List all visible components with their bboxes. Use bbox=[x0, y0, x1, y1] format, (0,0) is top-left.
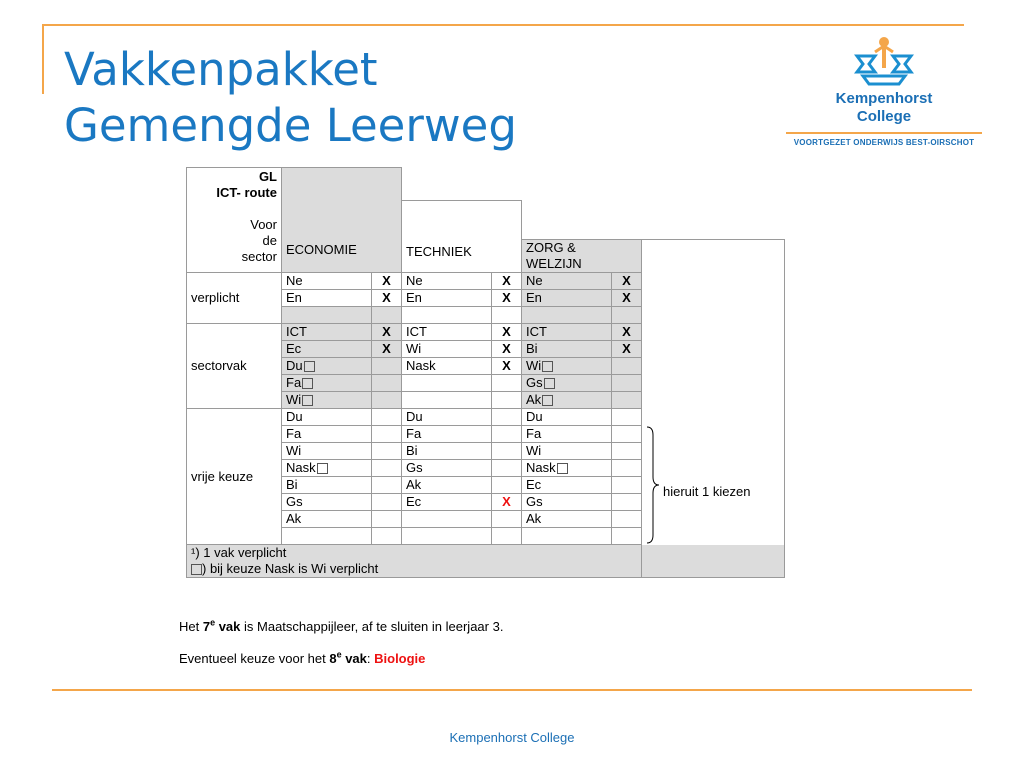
footnote-2: ) bij keuze Nask is Wi verplicht bbox=[202, 561, 379, 576]
cell-mark bbox=[372, 426, 402, 443]
checkbox-icon bbox=[191, 564, 202, 575]
cell-text: Ak bbox=[526, 392, 542, 407]
note2-text-a: Eventueel keuze voor het bbox=[179, 651, 330, 666]
cell: Ak bbox=[402, 477, 492, 494]
cell bbox=[402, 511, 492, 528]
cell: Ne bbox=[402, 273, 492, 290]
cell-mark bbox=[372, 460, 402, 477]
cell-mark: X bbox=[612, 341, 642, 358]
title-line-2: Gemengde Leerweg bbox=[64, 99, 517, 152]
curly-brace-icon bbox=[645, 425, 661, 545]
cell: ICT bbox=[402, 324, 492, 341]
note1-sup: e bbox=[210, 617, 216, 628]
cell: Wi bbox=[522, 443, 612, 460]
kempenhorst-logo-icon bbox=[849, 36, 919, 90]
cell: Bi bbox=[282, 477, 372, 494]
cell: Bi bbox=[522, 341, 612, 358]
cell-with-box bbox=[282, 392, 372, 409]
cell-mark: X bbox=[372, 290, 402, 307]
header-sector-cell bbox=[187, 168, 282, 273]
cell: Ne bbox=[282, 273, 372, 290]
cell: ICT bbox=[282, 324, 372, 341]
checkbox-icon bbox=[542, 395, 553, 406]
checkbox-icon bbox=[302, 378, 313, 389]
cell-with-box bbox=[522, 375, 612, 392]
cell-with-box bbox=[282, 460, 372, 477]
left-accent-rule bbox=[42, 24, 44, 94]
cell: Ak bbox=[522, 511, 612, 528]
note1-vak: vak bbox=[215, 619, 241, 634]
cell-with-box bbox=[522, 392, 612, 409]
checkbox-icon bbox=[317, 463, 328, 474]
cell-mark bbox=[372, 443, 402, 460]
cell-mark bbox=[372, 477, 402, 494]
col-header-economie bbox=[282, 168, 402, 273]
cell-mark bbox=[372, 494, 402, 511]
cell-mark bbox=[372, 511, 402, 528]
note1-text-b: is Maatschappijleer, af te sluiten in leerjaar 3. bbox=[240, 619, 504, 634]
cell-with-box bbox=[282, 375, 372, 392]
cell-mark bbox=[612, 460, 642, 477]
cell: En bbox=[522, 290, 612, 307]
cell-mark: X bbox=[612, 324, 642, 341]
cell-mark bbox=[492, 409, 522, 426]
cell-with-box bbox=[282, 358, 372, 375]
keuze-note: hieruit 1 kiezen bbox=[663, 484, 751, 499]
header-ict-route: ICT- route bbox=[216, 185, 277, 200]
note2-sup: e bbox=[336, 649, 342, 660]
cell: En bbox=[402, 290, 492, 307]
cell-mark bbox=[492, 392, 522, 409]
cell-mark: X bbox=[492, 290, 522, 307]
cell-mark bbox=[492, 460, 522, 477]
cell-text: Gs bbox=[526, 375, 543, 390]
cell-with-box bbox=[522, 460, 612, 477]
header-gl: GL bbox=[258, 169, 277, 184]
cell: Nask bbox=[402, 358, 492, 375]
checkbox-icon bbox=[304, 361, 315, 372]
cell-mark bbox=[612, 511, 642, 528]
cell-mark bbox=[372, 375, 402, 392]
cell-with-box bbox=[522, 358, 612, 375]
cell-mark: X bbox=[492, 358, 522, 375]
cell-mark bbox=[612, 443, 642, 460]
bottom-accent-rule bbox=[52, 689, 972, 691]
vrije-keuze-brace-group bbox=[645, 425, 785, 545]
cell-mark bbox=[372, 392, 402, 409]
row-label-verplicht: verplicht bbox=[187, 273, 282, 324]
cell: Wi bbox=[402, 341, 492, 358]
cell: ICT bbox=[522, 324, 612, 341]
cell-mark: X bbox=[612, 273, 642, 290]
cell-mark bbox=[492, 375, 522, 392]
zorg-label-2: WELZIJN bbox=[526, 256, 582, 271]
logo-name-line-1: Kempenhorst bbox=[835, 90, 933, 107]
note2-number: 8 bbox=[329, 651, 337, 666]
note-line-2 bbox=[179, 651, 425, 666]
cell-mark bbox=[612, 358, 642, 375]
cell-text: Wi bbox=[286, 392, 302, 407]
zorg-label-1: ZORG & bbox=[526, 240, 576, 255]
cell-mark bbox=[492, 443, 522, 460]
checkbox-icon bbox=[302, 395, 313, 406]
cell-mark: X bbox=[372, 324, 402, 341]
cell: Gs bbox=[282, 494, 372, 511]
cell-mark: X bbox=[372, 341, 402, 358]
note2-vak: vak bbox=[341, 651, 367, 666]
note1-number: 7 bbox=[202, 619, 211, 634]
cell: Ne bbox=[522, 273, 612, 290]
cell-mark: X bbox=[372, 273, 402, 290]
cell: Du bbox=[522, 409, 612, 426]
cell-mark: X bbox=[612, 290, 642, 307]
cell: Fa bbox=[402, 426, 492, 443]
row-label-sectorvak: sectorvak bbox=[187, 324, 282, 409]
footnote-1: ¹) 1 vak verplicht bbox=[191, 545, 287, 560]
table-footnotes bbox=[187, 545, 785, 578]
note1-text-a: Het bbox=[179, 619, 203, 634]
checkbox-icon bbox=[544, 378, 555, 389]
cell: Bi bbox=[402, 443, 492, 460]
note2-colon: : bbox=[366, 651, 375, 666]
cell: Du bbox=[282, 409, 372, 426]
cell-mark: X bbox=[492, 273, 522, 290]
cell-mark bbox=[612, 477, 642, 494]
cell-mark bbox=[492, 426, 522, 443]
col-header-zorg-welzijn bbox=[522, 240, 642, 273]
cell: Fa bbox=[282, 426, 372, 443]
techniek-label: TECHNIEK bbox=[406, 244, 472, 259]
logo-divider bbox=[786, 132, 982, 134]
logo-subtitle: VOORTGEZET ONDERWIJS BEST-OIRSCHOT bbox=[793, 138, 975, 147]
cell: Wi bbox=[282, 443, 372, 460]
cell-mark bbox=[612, 409, 642, 426]
cell-text: Du bbox=[286, 358, 303, 373]
cell: Fa bbox=[522, 426, 612, 443]
cell-mark bbox=[612, 375, 642, 392]
title-line-1: Vakkenpakket bbox=[64, 43, 378, 96]
checkbox-icon bbox=[542, 361, 553, 372]
header-de: de bbox=[262, 233, 277, 248]
cell-mark bbox=[612, 426, 642, 443]
checkbox-icon bbox=[557, 463, 568, 474]
header-sector: sector bbox=[241, 249, 277, 264]
cell-text: Wi bbox=[526, 358, 542, 373]
cell-mark bbox=[612, 494, 642, 511]
note2-biologie: Biologie bbox=[374, 651, 426, 666]
cell-mark bbox=[492, 511, 522, 528]
row-label-vrije-keuze: vrije keuze bbox=[187, 409, 282, 545]
cell-mark bbox=[492, 477, 522, 494]
header-voor: Voor bbox=[250, 217, 277, 232]
cell-mark: X bbox=[492, 341, 522, 358]
cell: Gs bbox=[402, 460, 492, 477]
cell: Ec bbox=[402, 494, 492, 511]
school-logo bbox=[784, 36, 984, 160]
cell-text: Nask bbox=[286, 460, 316, 475]
cell: Ec bbox=[522, 477, 612, 494]
note-line-1 bbox=[179, 619, 503, 634]
cell-text: Nask bbox=[526, 460, 556, 475]
logo-name-line-2: College bbox=[856, 108, 912, 125]
top-accent-rule bbox=[42, 24, 964, 26]
cell: Du bbox=[402, 409, 492, 426]
slide-footer: Kempenhorst College bbox=[449, 730, 575, 745]
cell: Ak bbox=[282, 511, 372, 528]
cell-text: Fa bbox=[286, 375, 302, 390]
cell-mark bbox=[612, 392, 642, 409]
cell-mark bbox=[372, 409, 402, 426]
cell: Gs bbox=[522, 494, 612, 511]
cell-mark bbox=[372, 358, 402, 375]
economie-label: ECONOMIE bbox=[286, 242, 357, 257]
cell-mark: X bbox=[492, 324, 522, 341]
cell bbox=[402, 375, 492, 392]
cell bbox=[402, 392, 492, 409]
slide-title bbox=[64, 42, 517, 154]
col-header-techniek bbox=[402, 201, 522, 273]
cell: En bbox=[282, 290, 372, 307]
cell: Ec bbox=[282, 341, 372, 358]
cell-mark-red: X bbox=[492, 494, 522, 511]
